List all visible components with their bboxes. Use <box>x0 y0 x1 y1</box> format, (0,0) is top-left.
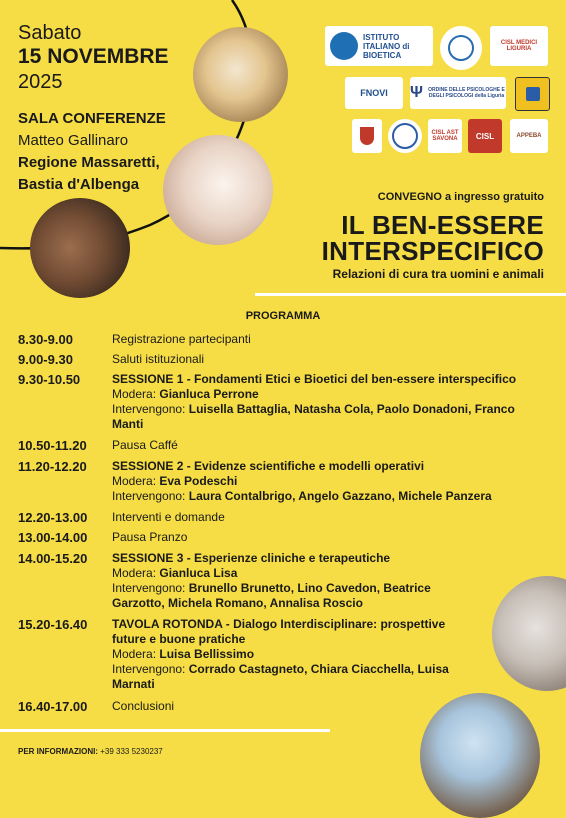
program-item: 9.30-10.50 SESSIONE 1 - Fondamenti Etici e Bioetici del ben-essere interspecifico Modera: Gianluca Perrone Intervengono: Luisella Battaglia, Natasha Cola, Paolo Donadoni, Franco Manti <box>18 372 517 431</box>
moderator: Gianluca Perrone <box>159 387 259 401</box>
info-phone: +39 333 5230237 <box>100 747 163 756</box>
program-time: 11.20-12.20 <box>18 459 87 474</box>
program-text: Conclusioni <box>112 699 175 713</box>
program-time: 9.30-10.50 <box>18 372 81 387</box>
program-text: Saluti istituzionali <box>112 352 205 366</box>
dis-emblem-icon <box>526 87 540 101</box>
program-time: 10.50-11.20 <box>18 438 87 453</box>
divider-top <box>255 293 566 296</box>
program-text: Interventi e domande <box>112 510 225 524</box>
program-item <box>18 332 548 347</box>
comune-logo <box>352 119 382 153</box>
medical-seal-logo <box>440 26 482 70</box>
dis-logo <box>515 77 550 111</box>
program-time: 14.00-15.20 <box>18 551 88 566</box>
speakers: Laura Contalbrigo, Angelo Gazzano, Michele Panzera <box>188 489 492 503</box>
iib-emblem-icon <box>330 32 358 60</box>
event-date: 15 NOVEMBRE <box>18 45 169 68</box>
event-year: 2025 <box>18 71 63 93</box>
rabbit-photo <box>193 27 288 122</box>
program-item <box>18 438 548 453</box>
appeba-logo: APPEBA <box>510 119 548 153</box>
program-heading: PROGRAMMA <box>245 310 321 322</box>
venue-name: Matteo Gallinaro <box>18 132 129 149</box>
psi-icon: Ψ <box>410 84 423 101</box>
speakers: Corrado Castagneto, Chiara Ciacchella, Luisa Marnati <box>112 662 449 691</box>
session-title: SESSIONE 2 - Evidenze scientifiche e modelli operativi <box>112 459 425 473</box>
moderator: Luisa Bellissimo <box>159 647 255 661</box>
session-title: SESSIONE 1 - Fondamenti Etici e Bioetici del ben-essere interspecifico <box>112 372 517 386</box>
venue-title: SALA CONFERENZE <box>18 110 166 127</box>
cisl-medici-logo: CISL MEDICI LIGURIA <box>490 26 548 66</box>
speakers: Luisella Battaglia, Natasha Cola, Paolo Donadoni, Franco Manti <box>112 402 515 431</box>
program-time: 12.20-13.00 <box>18 510 88 525</box>
program-item: 15.20-16.40 TAVOLA ROTONDA - Dialogo Interdisciplinare: prospettive future e buone pratiche Modera: Luisa Bellissimo Intervengono: Corrado Castagneto, Chiara Ciacchella, Luisa Marnati <box>18 617 449 691</box>
ordine-psicologi-logo: Ψ ORDINE DELLE PSICOLOGHE E DEGLI PSICOLOGI della Liguria <box>410 77 506 109</box>
program-text: Registrazione partecipanti <box>112 332 251 346</box>
dog-paw-photo <box>163 135 273 245</box>
event-title-line-2: INTERSPECIFICO <box>321 236 544 266</box>
program-item <box>18 530 548 545</box>
program-item <box>18 510 548 525</box>
event-title-line-1: IL BEN-ESSERE <box>341 210 544 240</box>
program-item: 14.00-15.20 SESSIONE 3 - Esperienze cliniche e terapeutiche Modera: Gianluca Lisa Intervengono: Brunello Brunetto, Lino Cavedon, Beatrice Garzotto, Michela Romano, Annalisa Roscio <box>18 551 431 610</box>
iib-logo: ISTITUTO ITALIANO di BIOETICA <box>325 26 433 66</box>
program-item: 11.20-12.20 SESSIONE 2 - Evidenze scientifiche e modelli operativi Modera: Eva Podeschi Intervengono: Laura Contalbrigo, Angelo Gazzano, Michele Panzera <box>18 459 492 503</box>
event-day: Sabato <box>18 22 82 44</box>
program-time: 8.30-9.00 <box>18 332 73 347</box>
session-title: TAVOLA ROTONDA - Dialogo Interdisciplinare: prospettive future e buone pratiche <box>112 617 446 646</box>
program-item <box>18 699 548 714</box>
cisl-savona-logo: CISL AST SAVONA <box>428 119 462 153</box>
session-title: SESSIONE 3 - Esperienze cliniche e terapeutiche <box>112 551 391 565</box>
round-seal-icon <box>392 123 418 149</box>
program-time: 13.00-14.00 <box>18 530 88 545</box>
round-seal-logo <box>388 119 422 153</box>
horse-photo <box>30 198 130 298</box>
program-item <box>18 352 548 367</box>
program-time: 15.20-16.40 <box>18 617 88 632</box>
program-time: 9.00-9.30 <box>18 352 73 367</box>
divider-bottom <box>0 729 330 732</box>
info-line <box>18 747 163 756</box>
shield-icon <box>360 127 374 145</box>
program-time: 16.40-17.00 <box>18 699 88 714</box>
program-text: Pausa Caffé <box>112 438 178 452</box>
info-label: PER INFORMAZIONI: <box>18 747 98 756</box>
sponsor-logos <box>322 22 554 158</box>
moderator: Eva Podeschi <box>159 474 238 488</box>
moderator: Gianluca Lisa <box>159 566 238 580</box>
venue-place-1: Regione Massaretti, <box>18 154 160 171</box>
cisl-logo: CISL <box>468 119 502 153</box>
fnovi-logo: FNOVI <box>345 77 403 109</box>
venue-block <box>18 108 166 196</box>
speakers: Brunello Brunetto, Lino Cavedon, Beatrice Garzotto, Michela Romano, Annalisa Roscio <box>112 581 431 610</box>
event-subtitle: Relazioni di cura tra uomini e animali <box>332 267 544 281</box>
convegno-label: CONVEGNO a ingresso gratuito <box>377 191 544 203</box>
seal-cross-icon <box>448 35 474 61</box>
venue-place-2: Bastia d'Albenga <box>18 176 140 193</box>
program-text: Pausa Pranzo <box>112 530 188 544</box>
